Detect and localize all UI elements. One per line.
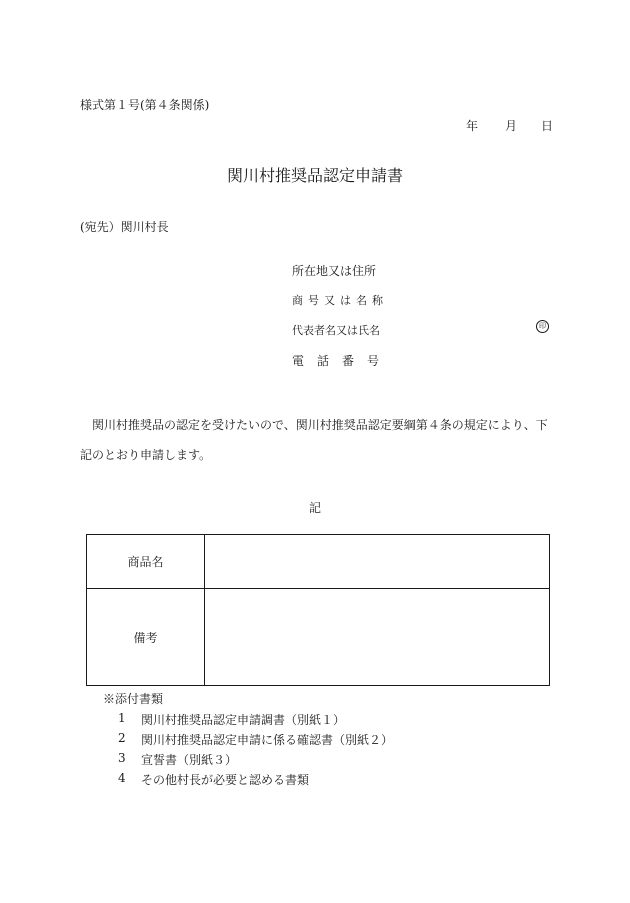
document-title: 関川村推奨品認定申請書 bbox=[226, 166, 403, 185]
product-table bbox=[86, 534, 550, 686]
attachment-number: 3 bbox=[118, 751, 126, 765]
remarks-value[interactable] bbox=[205, 589, 550, 686]
attachment-number: 4 bbox=[118, 771, 126, 785]
representative-label: 代表者名又は氏名 bbox=[292, 324, 380, 337]
remarks-row bbox=[87, 589, 550, 686]
attachment-item: 関川村推奨品認定申請に係る確認書（別紙２） bbox=[141, 733, 394, 747]
ki-heading: 記 bbox=[308, 501, 321, 515]
attachments-title: ※添付書類 bbox=[103, 692, 164, 706]
form-number: 様式第１号(第４条関係) bbox=[80, 98, 210, 112]
addressee: (宛先）関川村長 bbox=[80, 220, 169, 234]
date-month-label: 月 bbox=[505, 119, 518, 133]
company-name-label: 商号又は名称 bbox=[292, 294, 388, 307]
attachment-item: 宣誓書（別紙３） bbox=[141, 753, 238, 767]
attachment-item: その他村長が必要と認める書類 bbox=[141, 773, 310, 787]
date-year-label: 年 bbox=[466, 119, 479, 133]
seal-mark: 印 bbox=[536, 320, 549, 333]
phone-label: 電話番号 bbox=[292, 354, 393, 368]
address-label: 所在地又は住所 bbox=[292, 264, 377, 278]
request-statement: 関川村推奨品の認定を受けたいので、関川村推奨品認定要綱第４条の規定により、下記のとおり申請します。 bbox=[80, 418, 548, 462]
attachment-item: 関川村推奨品認定申請調書（別紙１） bbox=[141, 713, 346, 727]
date-day-label: 日 bbox=[541, 119, 554, 133]
product-name-value[interactable] bbox=[205, 535, 550, 589]
attachment-number: 2 bbox=[118, 731, 126, 745]
remarks-label: 備考 bbox=[87, 589, 205, 686]
attachment-number: 1 bbox=[118, 711, 126, 725]
product-name-row bbox=[87, 535, 550, 589]
product-name-label: 商品名 bbox=[87, 535, 205, 589]
